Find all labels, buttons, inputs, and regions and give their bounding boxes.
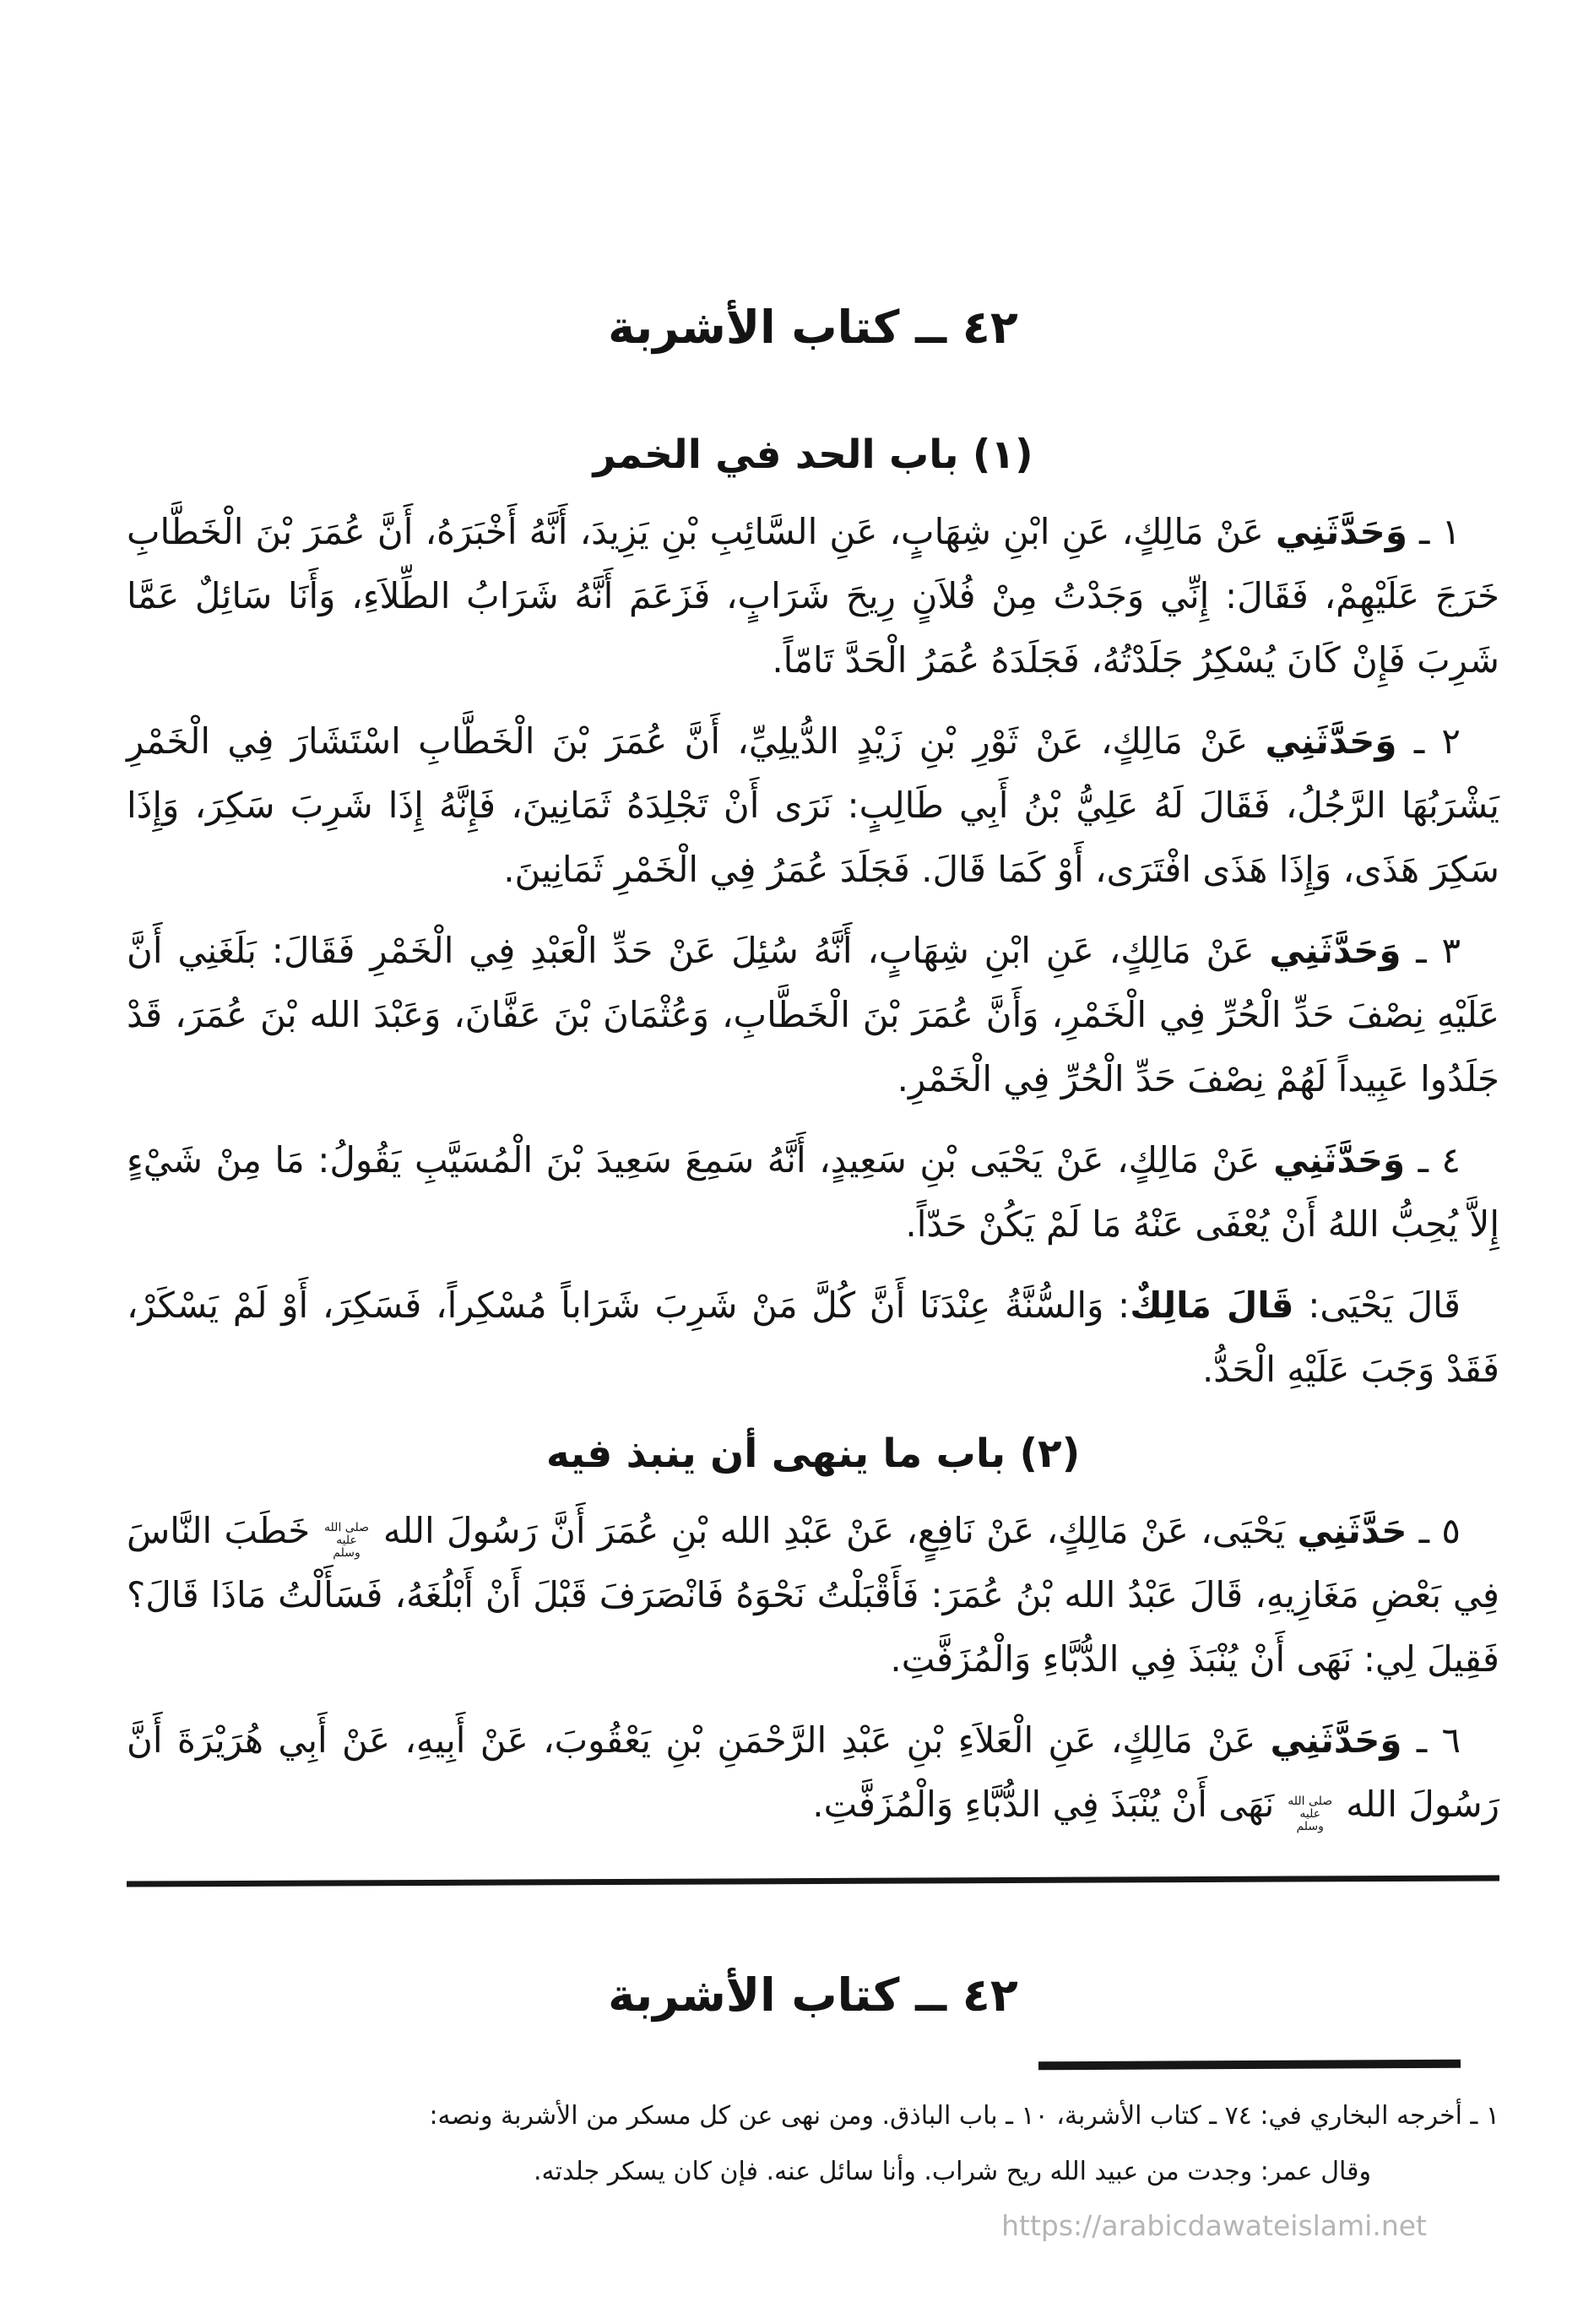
- text-segment: نَهَى أَنْ يُنْبَذَ فِي الدُّبَّاءِ وَالْمُزَفَّتِ.: [812, 1784, 1286, 1825]
- footer-chapter-title: ٤٢ ــ كتاب الأشربة: [608, 1968, 1018, 2022]
- text-segment: ٣ ـ: [1401, 930, 1461, 971]
- narration-verb-bold: وَحَدَّثَنِي: [1269, 930, 1402, 971]
- saw-honorific-seal: صلى الله عليه وسلم: [1288, 1795, 1333, 1833]
- section-1-heading: (١) باب الحد في الخمر: [593, 432, 1033, 478]
- narration-verb-bold: وَحَدَّثَنِي: [1273, 1139, 1406, 1181]
- hadith-1: [127, 500, 1499, 692]
- text-segment: عَنْ مَالِكٍ، عَنِ الْعَلاَءِ بْنِ عَبْدِ الرَّحْمَنِ بْنِ يَعْقُوبَ، عَنْ أَبِيهِ، عَنْ أَبِي هُرَيْرَةَ أَنَّ رَسُولَ الله: [127, 1719, 1499, 1825]
- text-segment: عَنْ مَالِكٍ، عَنِ ابْنِ شِهَابٍ، أَنَّهُ سُئِلَ عَنْ حَدِّ الْعَبْدِ فِي الْخَمْرِ فَقَالَ: بَلَغَنِي أَنَّ عَلَيْهِ نِصْفَ حَدِّ الْحُرِّ فِي الْخَمْرِ، وَأَنَّ عُمَرَ بْنَ الْخَطَّابِ، وَعُثْمَانَ بْنَ عَفَّانَ، وَعَبْدَ الله بْنَ عُمَرَ، قَدْ جَلَدُوا عَبِيداً لَهُمْ نِصْفَ حَدِّ الْحُرِّ فِي الْخَمْرِ.: [127, 930, 1499, 1100]
- narration-verb-bold: قَالَ مَالِكٌ: [1130, 1284, 1294, 1326]
- text-segment: عَنْ مَالِكٍ، عَنِ ابْنِ شِهَابٍ، عَنِ السَّائِبِ بْنِ يَزِيدَ، أَنَّهُ أَخْبَرَهُ، أَنَّ عُمَرَ بْنَ الْخَطَّابِ خَرَجَ عَلَيْهِمْ، فَقَالَ: إِنِّي وَجَدْتُ مِنْ فُلاَنٍ رِيحَ شَرَابٍ، فَزَعَمَ أَنَّهُ شَرَابُ الطِّلاَءِ، وَأَنَا سَائِلٌ عَمَّا شَرِبَ فَإِنْ كَانَ يُسْكِرُ جَلَدْتُهُ، فَجَلَدَهُ عُمَرُ الْحَدَّ تَامّاً.: [127, 511, 1499, 681]
- page-divider: [127, 1875, 1499, 1887]
- narration-verb-bold: حَدَّثَنِي: [1297, 1510, 1407, 1551]
- text-segment: عَنْ مَالِكٍ، عَنْ يَحْيَى بْنِ سَعِيدٍ، أَنَّهُ سَمِعَ سَعِيدَ بْنَ الْمُسَيَّبِ يَقُولُ: مَا مِنْ شَيْءٍ إِلاَّ يُحِبُّ اللهُ أَنْ يُعْفَى عَنْهُ مَا لَمْ يَكُنْ حَدّاً.: [127, 1139, 1499, 1245]
- watermark-url: https://arabicdawateislami.net: [1001, 2209, 1427, 2242]
- text-segment: ٦ ـ: [1402, 1719, 1461, 1761]
- footnote-line-2: [127, 2147, 1499, 2197]
- text-segment: : وَالسُّنَّةُ عِنْدَنَا أَنَّ كُلَّ مَنْ شَرِبَ شَرَاباً مُسْكِراً، فَسَكِرَ، أَوْ لَمْ يَسْكَرْ، فَقَدْ وَجَبَ عَلَيْهِ الْحَدُّ.: [127, 1284, 1499, 1390]
- narration-verb-bold: وَحَدَّثَنِي: [1265, 720, 1397, 762]
- text-segment: وقال عمر: وجدت من عبيد الله ريح شراب. وأنا سائل عنه. فإن كان يسكر جلدته.: [534, 2157, 1371, 2186]
- text-segment: ٤ ـ: [1405, 1139, 1461, 1181]
- hadith-3: [127, 919, 1499, 1111]
- footnote-separator: [1038, 2060, 1461, 2071]
- text-segment: قَالَ يَحْيَى:: [1293, 1284, 1461, 1326]
- text-segment: يَحْيَى، عَنْ مَالِكٍ، عَنْ نَافِعٍ، عَنْ عَبْدِ الله بْنِ عُمَرَ أَنَّ رَسُولَ الله: [371, 1510, 1298, 1551]
- text-segment: عَنْ مَالِكٍ، عَنْ ثَوْرِ بْنِ زَيْدٍ الدُّيلِيِّ، أَنَّ عُمَرَ بْنَ الْخَطَّابِ اسْتَشَارَ فِي الْخَمْرِ يَشْرَبُهَا الرَّجُلُ، فَقَالَ لَهُ عَلِيُّ بْنُ أَبِي طَالِبٍ: نَرَى أَنْ تَجْلِدَهُ ثَمَانِينَ، فَإِنَّهُ إِذَا شَرِبَ سَكِرَ، وَإِذَا سَكِرَ هَذَى، وَإِذَا هَذَى افْتَرَى، أَوْ كَمَا قَالَ. فَجَلَدَ عُمَرُ فِي الْخَمْرِ ثَمَانِينَ.: [127, 720, 1499, 890]
- footer-area: [127, 1878, 1499, 2197]
- text-segment: ١ ـ: [1407, 511, 1461, 552]
- hadith-2: [127, 709, 1499, 902]
- chapter-title: ٤٢ ــ كتاب الأشربة: [608, 301, 1018, 354]
- main-text: [127, 301, 1499, 1837]
- text-segment: ٢ ـ: [1396, 720, 1461, 762]
- malik-comment: [127, 1273, 1499, 1402]
- footnote-line-1: [127, 2091, 1499, 2142]
- text-segment: خَطَبَ النَّاسَ فِي بَعْضِ مَغَازِيهِ، قَالَ عَبْدُ الله بْنُ عُمَرَ: فَأَقْبَلْتُ نَحْوَهُ فَانْصَرَفَ قَبْلَ أَنْ أَبْلُغَهُ، فَسَأَلْتُ مَاذَا قَالَ؟ فَقِيلَ لِي: نَهَى أَنْ يُنْبَذَ فِي الدُّبَّاءِ وَالْمُزَفَّتِ.: [127, 1510, 1499, 1680]
- narration-verb-bold: وَحَدَّثَنِي: [1270, 1719, 1402, 1761]
- hadith-5: [127, 1499, 1499, 1691]
- narration-verb-bold: وَحَدَّثَنِي: [1275, 511, 1407, 552]
- hadith-6: [127, 1708, 1499, 1837]
- text-segment: ١ ـ أخرجه البخاري في: ٧٤ ـ كتاب الأشربة، ١٠ ـ باب الباذق. ومن نهى عن كل مسكر من الأشربة ونصه:: [429, 2101, 1499, 2131]
- text-segment: ٥ ـ: [1407, 1510, 1461, 1551]
- hadith-4: [127, 1128, 1499, 1257]
- saw-honorific-seal: صلى الله عليه وسلم: [324, 1521, 369, 1560]
- section-2-heading: (٢) باب ما ينهى أن ينبذ فيه: [545, 1431, 1081, 1477]
